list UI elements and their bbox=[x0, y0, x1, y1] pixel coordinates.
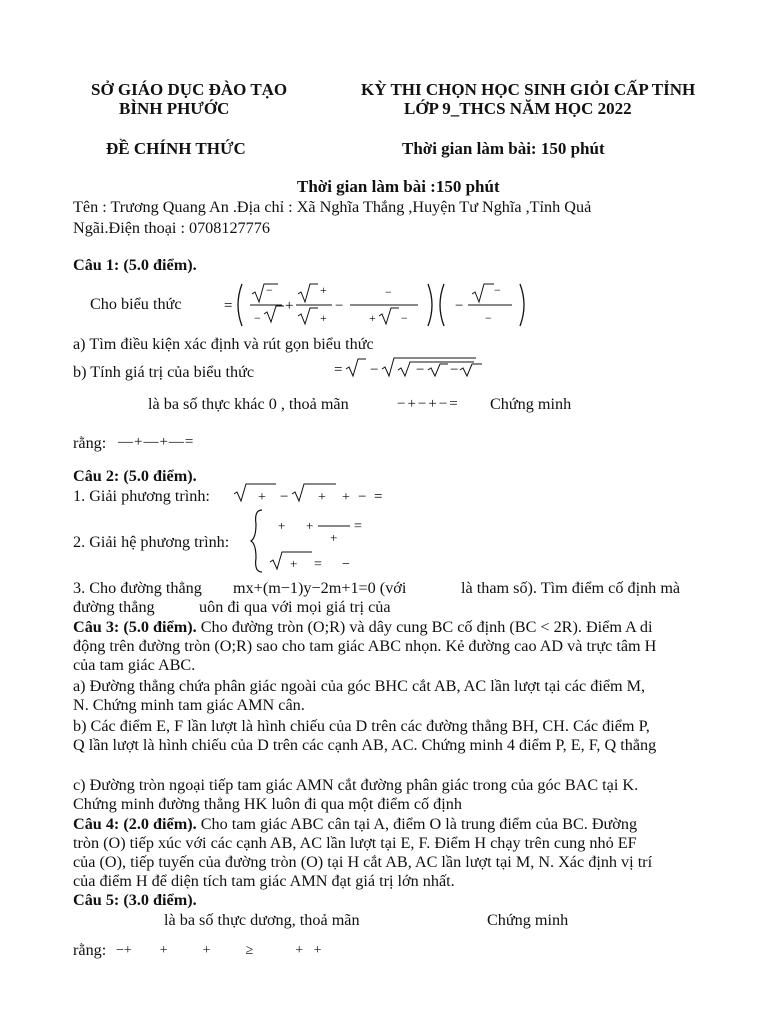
question-1-title: Câu 1: (5.0 điểm). bbox=[73, 256, 197, 274]
question-5-rang: rằng: bbox=[73, 941, 107, 959]
question-3-line-1 bbox=[73, 618, 653, 637]
svg-text:+: + bbox=[285, 298, 294, 314]
svg-text:−: − bbox=[266, 283, 273, 297]
identity-formula: —+—+—= bbox=[118, 434, 195, 450]
question-2-part-2: 2. Giải hệ phương trình: bbox=[73, 533, 230, 551]
question-3-part-b-1: b) Các điểm E, F lần lượt là hình chiếu của D trên các đường thẳng BH, CH. Các điểm P, bbox=[73, 717, 650, 735]
exam-grade-year: LỚP 9_THCS NĂM HỌC 2022 bbox=[404, 99, 632, 118]
question-3-part-a-2: N. Chứng minh tam giác AMN cân. bbox=[73, 696, 305, 714]
svg-text:−: − bbox=[455, 298, 464, 314]
svg-text:−: − bbox=[254, 311, 261, 325]
inequality-formula: −+ + + ≥ + + bbox=[116, 943, 322, 958]
question-1-part-b: b) Tính giá trị của biểu thức bbox=[73, 363, 255, 381]
svg-text:=: = bbox=[374, 489, 383, 505]
equation-system-formula bbox=[250, 506, 380, 576]
question-3-part-c-2: Chứng minh đường thẳng HK luôn đi qua một điểm cố định bbox=[73, 795, 462, 813]
question-2-part-3-lead: 3. Cho đường thẳng bbox=[73, 579, 202, 597]
question-1-prove-label: Chứng minh bbox=[490, 395, 572, 413]
question-4-title: Câu 4: (2.0 điểm). bbox=[73, 815, 197, 833]
svg-text:+: + bbox=[278, 518, 286, 533]
svg-text:+: + bbox=[258, 490, 266, 505]
question-1-part-a: a) Tìm điều kiện xác định và rút gọn biểu thức bbox=[73, 335, 374, 353]
svg-text:+: + bbox=[320, 283, 327, 297]
svg-text:+: + bbox=[342, 490, 350, 505]
question-3-line-2: động trên đường tròn (O;R) sao cho tam giác ABC nhọn. Kẻ đường cao AD và trực tâm H bbox=[73, 637, 657, 655]
question-4-intro: Cho tam giác ABC cân tại A, điểm O là trung điểm của BC. Đường bbox=[196, 815, 638, 833]
question-1-rang: rằng: bbox=[73, 434, 107, 452]
svg-text:+: + bbox=[306, 518, 314, 533]
equation-formula bbox=[230, 481, 390, 507]
question-1-intro: Cho biểu thức bbox=[90, 295, 182, 313]
svg-text:=: = bbox=[224, 298, 233, 314]
author-line-1: Tên : Trương Quang An .Địa chỉ : Xã Nghĩa Thắng ,Huyện Tư Nghĩa ,Tỉnh Quả bbox=[73, 198, 592, 216]
question-5-title: Câu 5: (3.0 điểm). bbox=[73, 891, 197, 909]
question-2-part-1: 1. Giải phương trình: bbox=[73, 487, 210, 505]
svg-text:−: − bbox=[450, 362, 459, 378]
question-3-intro: Cho đường tròn (O;R) và dây cung BC cố định (BC < 2R). Điểm A di bbox=[196, 618, 653, 636]
expression-b-formula bbox=[332, 356, 482, 384]
svg-text:−: − bbox=[335, 298, 344, 314]
condition-formula: −+−+−= bbox=[397, 396, 460, 412]
department-name: SỞ GIÁO DỤC ĐÀO TẠO bbox=[91, 80, 288, 99]
question-3-part-a-1: a) Đường thẳng chứa phân giác ngoài của góc BHC cắt AB, AC lần lượt tại các điểm M, bbox=[73, 677, 646, 695]
svg-text:−: − bbox=[385, 285, 392, 299]
svg-text:−: − bbox=[401, 311, 408, 325]
question-3-part-b-2: Q lần lượt là hình chiếu của D trên các cạnh AB, AC. Chứng minh 4 điểm P, E, F, Q thẳng bbox=[73, 736, 657, 754]
svg-text:+: + bbox=[318, 490, 326, 505]
svg-text:−: − bbox=[280, 489, 289, 505]
official-label: ĐỀ CHÍNH THỨC bbox=[106, 139, 246, 158]
question-1-part-c-text: là ba số thực khác 0 , thoả mãn bbox=[148, 395, 349, 413]
question-3-part-c-1: c) Đường tròn ngoại tiếp tam giác AMN cắt đường phân giác trong của góc BAC tại K. bbox=[73, 776, 639, 794]
svg-text:+: + bbox=[330, 530, 338, 545]
question-3-line-3: của tam giác ABC. bbox=[73, 656, 196, 674]
svg-text:−: − bbox=[416, 362, 425, 378]
question-4-line-1 bbox=[73, 815, 637, 834]
svg-text:=: = bbox=[354, 519, 362, 534]
province-name: BÌNH PHƯỚC bbox=[119, 99, 230, 118]
question-5-text: là ba số thực dương, thoả mãn bbox=[164, 911, 360, 929]
question-4-line-2: tròn (O) tiếp xúc với các cạnh AB, AC lần lượt tại E, F. Điểm H chạy trên cung nhỏ EF bbox=[73, 834, 637, 852]
svg-text:−: − bbox=[494, 283, 501, 297]
question-4-line-4: của điểm H để diện tích tam giác AMN đạt giá trị lớn nhất. bbox=[73, 872, 455, 890]
exam-duration-center: Thời gian làm bài :150 phút bbox=[297, 177, 500, 196]
svg-text:−: − bbox=[485, 311, 492, 325]
author-line-2: Ngãi.Điện thoại : 0708127776 bbox=[73, 219, 270, 237]
question-2-part-3-task: là tham số). Tìm điểm cố định mà bbox=[461, 579, 681, 597]
svg-text:+: + bbox=[290, 556, 298, 571]
svg-text:−: − bbox=[342, 557, 350, 572]
expression-p-formula bbox=[222, 280, 534, 330]
line-equation: mx+(m−1)y−2m+1=0 (với bbox=[233, 579, 407, 597]
svg-text:=: = bbox=[334, 362, 343, 378]
svg-text:+: + bbox=[369, 311, 376, 325]
question-2-title: Câu 2: (5.0 điểm). bbox=[73, 467, 197, 485]
svg-text:−: − bbox=[358, 489, 367, 505]
svg-text:=: = bbox=[314, 557, 322, 572]
question-2-part-3-line: đường thẳng bbox=[73, 598, 155, 616]
svg-text:+: + bbox=[320, 311, 327, 325]
question-2-part-3-end: uôn đi qua với mọi giá trị của bbox=[199, 598, 391, 616]
exam-duration: Thời gian làm bài: 150 phút bbox=[402, 139, 605, 158]
svg-text:−: − bbox=[370, 362, 379, 378]
question-5-prove-label: Chứng minh bbox=[487, 911, 569, 929]
question-3-title: Câu 3: (5.0 điểm). bbox=[73, 618, 197, 636]
exam-title: KỲ THI CHỌN HỌC SINH GIỎI CẤP TỈNH bbox=[361, 80, 696, 99]
question-4-line-3: của (O), tiếp tuyến của đường tròn (O) tại H cắt AB, AC lần lượt tại M, N. Xác định vị trí bbox=[73, 853, 653, 871]
